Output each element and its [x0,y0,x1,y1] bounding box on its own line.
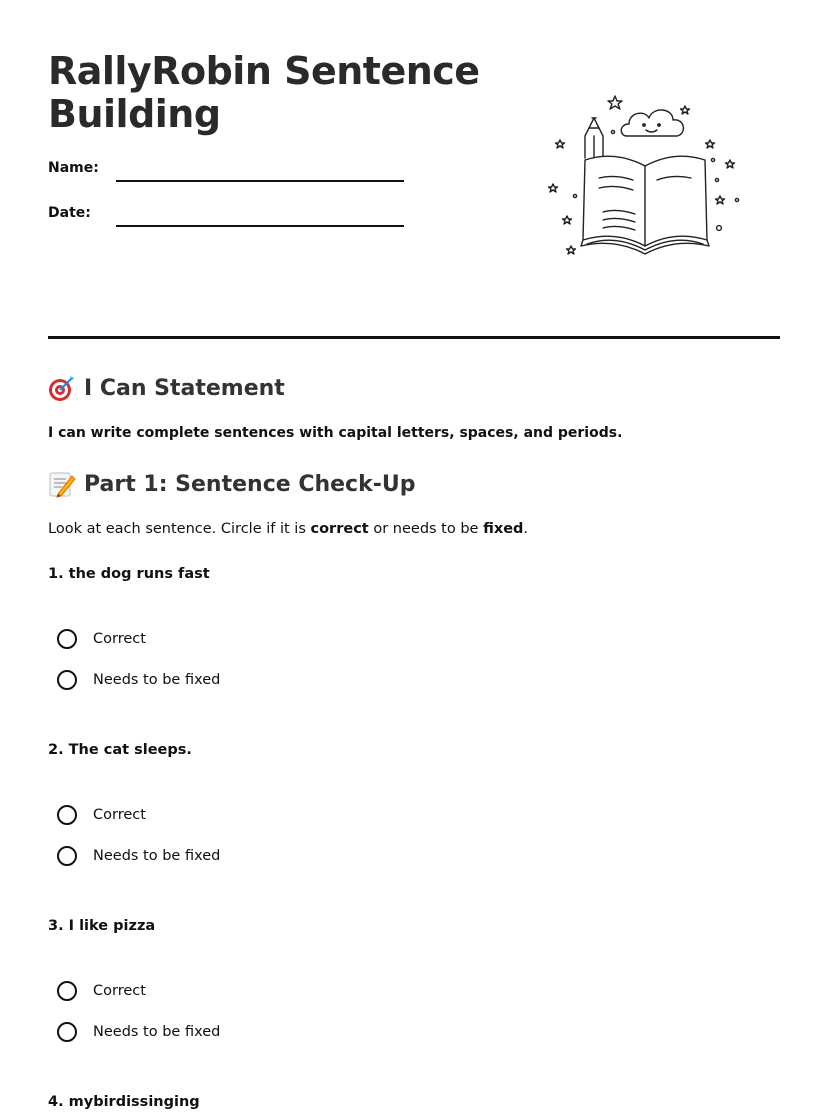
question-1: 1. the dog runs fast [48,566,210,582]
q2-option-fix[interactable] [57,846,220,866]
i-can-heading-text: I Can Statement [84,375,285,401]
section-divider [48,336,780,339]
i-can-statement: I can write complete sentences with capital letters, spaces, and periods. [48,425,623,441]
option-label: Needs to be fixed [93,848,221,864]
radio-button[interactable] [57,846,77,866]
radio-button[interactable] [57,629,77,649]
option-label: Correct [93,631,146,647]
q2-option-correct[interactable] [57,805,146,825]
part1-heading [48,470,415,498]
target-icon [48,374,76,402]
radio-button[interactable] [57,981,77,1001]
q3-option-fix[interactable] [57,1022,220,1042]
part1-heading-text: Part 1: Sentence Check-Up [84,471,416,497]
book-illustration [545,88,745,263]
option-label: Needs to be fixed [93,672,221,688]
option-label: Correct [93,807,146,823]
q1-option-fix[interactable] [57,670,220,690]
q1-option-correct[interactable] [57,629,146,649]
name-label: Name: [48,160,99,176]
memo-pencil-icon [48,470,76,498]
name-line[interactable] [116,180,404,182]
option-label: Needs to be fixed [93,1024,221,1040]
i-can-heading [48,374,285,402]
question-4: 4. mybirdissinging [48,1094,200,1110]
radio-button[interactable] [57,1022,77,1042]
option-label: Correct [93,983,146,999]
q3-option-correct[interactable] [57,981,146,1001]
radio-button[interactable] [57,805,77,825]
radio-button[interactable] [57,670,77,690]
date-label: Date: [48,205,91,221]
part1-instructions: Look at each sentence. Circle if it is correct or needs to be fixed. [48,521,529,537]
question-3: 3. I like pizza [48,918,156,934]
page-title: RallyRobin Sentence Building [48,49,480,136]
date-line[interactable] [116,225,404,227]
question-2: 2. The cat sleeps. [48,742,192,758]
